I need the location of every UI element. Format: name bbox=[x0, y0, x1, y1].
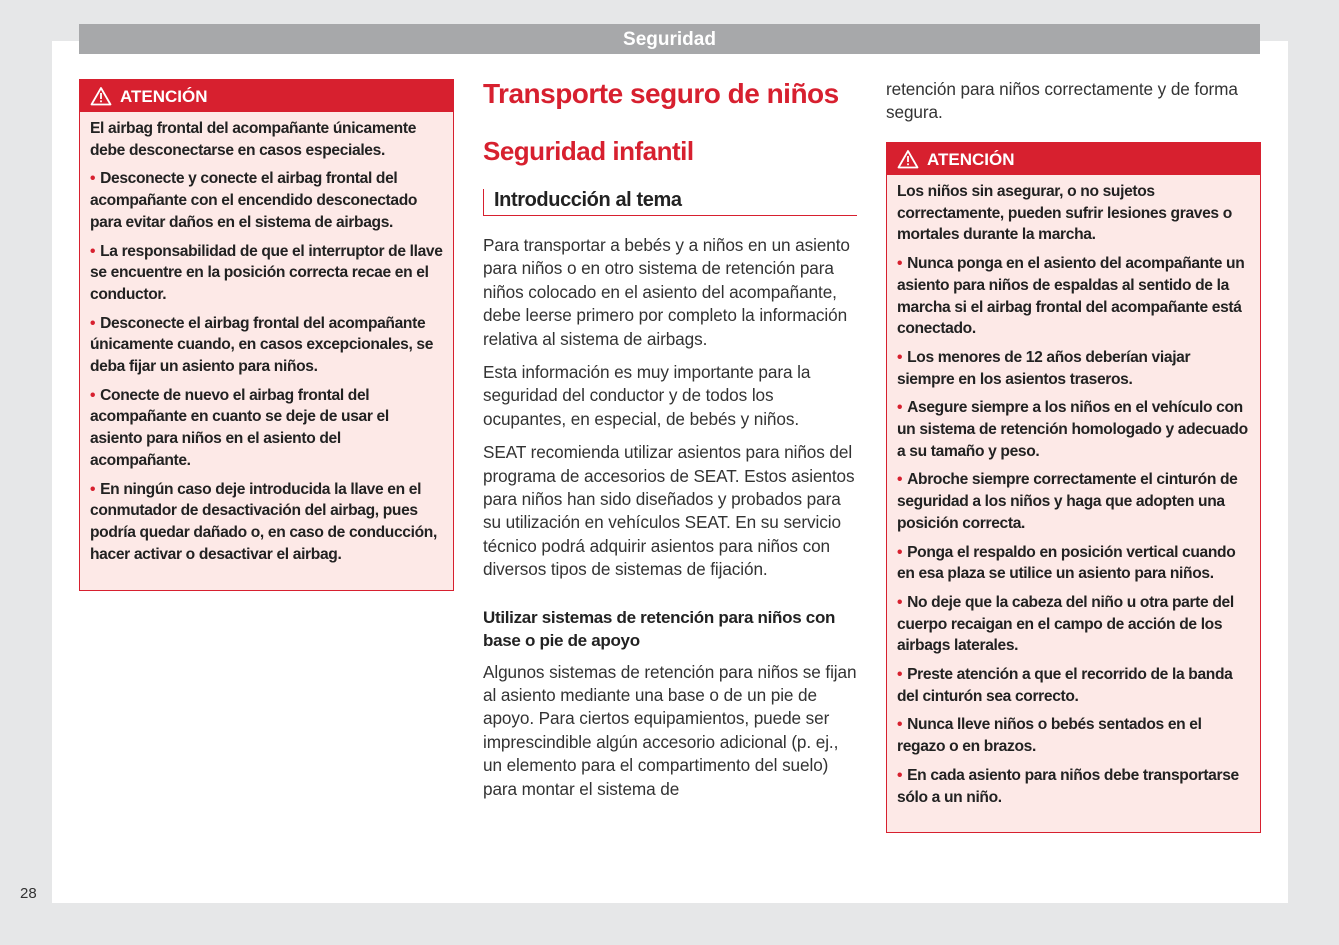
warning-item bbox=[897, 592, 1250, 657]
paragraph: Algunos sistemas de retención para niños se fijan al asiento mediante una base o de un pie de apoyo. Para ciertos equipamientos, puede ser imprescindible algún accesorio adicional (p. ej., un elemento para el compartimento del suelo) para montar el sistema de bbox=[483, 661, 857, 799]
warning-box-left bbox=[79, 79, 454, 591]
bullet-icon: • bbox=[897, 255, 903, 273]
warning-box-right bbox=[886, 142, 1261, 833]
warning-item-text: Conecte de nuevo el airbag frontal del acompañante en cuanto se deje de usar el asiento para niños en el asiento del acompañante. bbox=[90, 386, 389, 469]
page-number: 28 bbox=[20, 885, 37, 902]
warning-item-text: Nunca ponga en el asiento del acompañante un asiento para niños de espaldas al sentido de la marcha si el airbag frontal del acompañante está conectado. bbox=[897, 255, 1245, 338]
paragraph: SEAT recomienda utilizar asientos para niños del programa de accesorios de SEAT. Estos asientos para niños han sido diseñados y probados para su utilización en vehículos SEAT. En su servicio técnico podrá adquirir asientos para niños con diversos tipos de sistemas de fijación. bbox=[483, 442, 855, 580]
warning-item-text: En cada asiento para niños debe transportarse sólo a un niño. bbox=[897, 766, 1239, 806]
warning-item-text: La responsabilidad de que el interruptor de llave se encuentre en la posición correcta recae en el conductor. bbox=[90, 242, 443, 303]
warning-item bbox=[90, 168, 443, 233]
warning-header bbox=[80, 80, 453, 112]
warning-item bbox=[897, 469, 1250, 534]
warning-header bbox=[887, 143, 1260, 175]
warning-item bbox=[897, 664, 1250, 707]
warning-item-text: Desconecte y conecte el airbag frontal del acompañante con el encendido desconectado para evitar daños en el sistema de airbags. bbox=[90, 170, 418, 231]
warning-item bbox=[90, 385, 443, 472]
section-heading: Introducción al tema bbox=[483, 189, 857, 216]
intro-text bbox=[483, 234, 857, 801]
bullet-icon: • bbox=[897, 399, 903, 417]
bullet-icon: • bbox=[90, 314, 96, 332]
bullet-icon: • bbox=[897, 348, 903, 366]
warning-item bbox=[897, 765, 1250, 808]
bullet-icon: • bbox=[897, 766, 903, 784]
page-title: Transporte seguro de niños bbox=[483, 78, 839, 109]
warning-item-text: Desconecte el airbag frontal del acompañante únicamente cuando, en casos excepcionales, se deba fijar un asiento para niños. bbox=[90, 314, 434, 376]
bullet-icon: • bbox=[90, 480, 96, 498]
warning-triangle-icon bbox=[897, 149, 919, 169]
warning-intro: Los niños sin asegurar, o no sujetos correctamente, pueden sufrir lesiones graves o mortales durante la marcha. bbox=[897, 183, 1232, 244]
bullet-icon: • bbox=[897, 471, 903, 489]
warning-item-text: Preste atención a que el recorrido de la banda del cinturón sea correcto. bbox=[897, 666, 1233, 705]
warning-item-text: Los menores de 12 años deberían viajar siempre en los asientos traseros. bbox=[897, 348, 1191, 388]
section-header: Seguridad bbox=[79, 24, 1260, 54]
page-subtitle: Seguridad infantil bbox=[483, 136, 694, 166]
warning-item-text: Abroche siempre correctamente el cinturón de seguridad a los niños y haga que adopten una posición correcta. bbox=[897, 471, 1238, 532]
warning-title: ATENCIÓN bbox=[120, 86, 208, 106]
warning-item bbox=[90, 479, 443, 566]
warning-item bbox=[897, 397, 1250, 462]
warning-intro: El airbag frontal del acompañante únicamente debe desconectarse en casos especiales. bbox=[90, 120, 417, 159]
bullet-icon: • bbox=[90, 242, 96, 260]
warning-triangle-icon bbox=[90, 86, 112, 106]
warning-item bbox=[897, 347, 1250, 390]
bullet-icon: • bbox=[90, 386, 96, 404]
warning-item bbox=[897, 253, 1250, 340]
middle-column bbox=[483, 78, 857, 811]
bullet-icon: • bbox=[897, 716, 903, 734]
warning-item bbox=[897, 714, 1250, 757]
paragraph: Para transportar a bebés y a niños en un asiento para niños o en otro sistema de retención para niños colocado en el asiento del acompañante, debe leerse primero por completo la información relativa al sistema de airbags. bbox=[483, 235, 850, 349]
warning-body bbox=[80, 112, 453, 578]
bullet-icon: • bbox=[90, 170, 96, 188]
bullet-icon: • bbox=[897, 666, 903, 684]
warning-item bbox=[90, 313, 443, 378]
warning-item-text: En ningún caso deje introducida la llave en el conmutador de desactivación del airbag, pues podría quedar dañado o, en caso de conducción, hacer activar o desactivar el airbag. bbox=[90, 480, 437, 563]
subheading: Utilizar sistemas de retención para niños con base o pie de apoyo bbox=[483, 607, 836, 651]
warning-item bbox=[897, 542, 1250, 585]
paragraph: Esta información es muy importante para la seguridad del conductor y de todos los ocupantes, en especial, de bebés y niños. bbox=[483, 362, 811, 429]
bullet-icon: • bbox=[897, 593, 903, 611]
bullet-icon: • bbox=[897, 543, 903, 561]
warning-body bbox=[887, 175, 1260, 821]
warning-item-text: No deje que la cabeza del niño u otra parte del cuerpo recaigan en el campo de acción de los airbags laterales. bbox=[897, 593, 1234, 655]
warning-item-text: Asegure siempre a los niños en el vehículo con un sistema de retención homologado y adecuado a su tamaño y peso. bbox=[897, 399, 1248, 460]
warning-item bbox=[90, 241, 443, 306]
right-column-text: retención para niños correctamente y de forma segura. bbox=[886, 79, 1238, 123]
warning-title: ATENCIÓN bbox=[927, 149, 1015, 169]
warning-item-text: Ponga el respaldo en posición vertical cuando en esa plaza se utilice un asiento para niños. bbox=[897, 543, 1236, 583]
warning-item-text: Nunca lleve niños o bebés sentados en el regazo o en brazos. bbox=[897, 716, 1202, 756]
